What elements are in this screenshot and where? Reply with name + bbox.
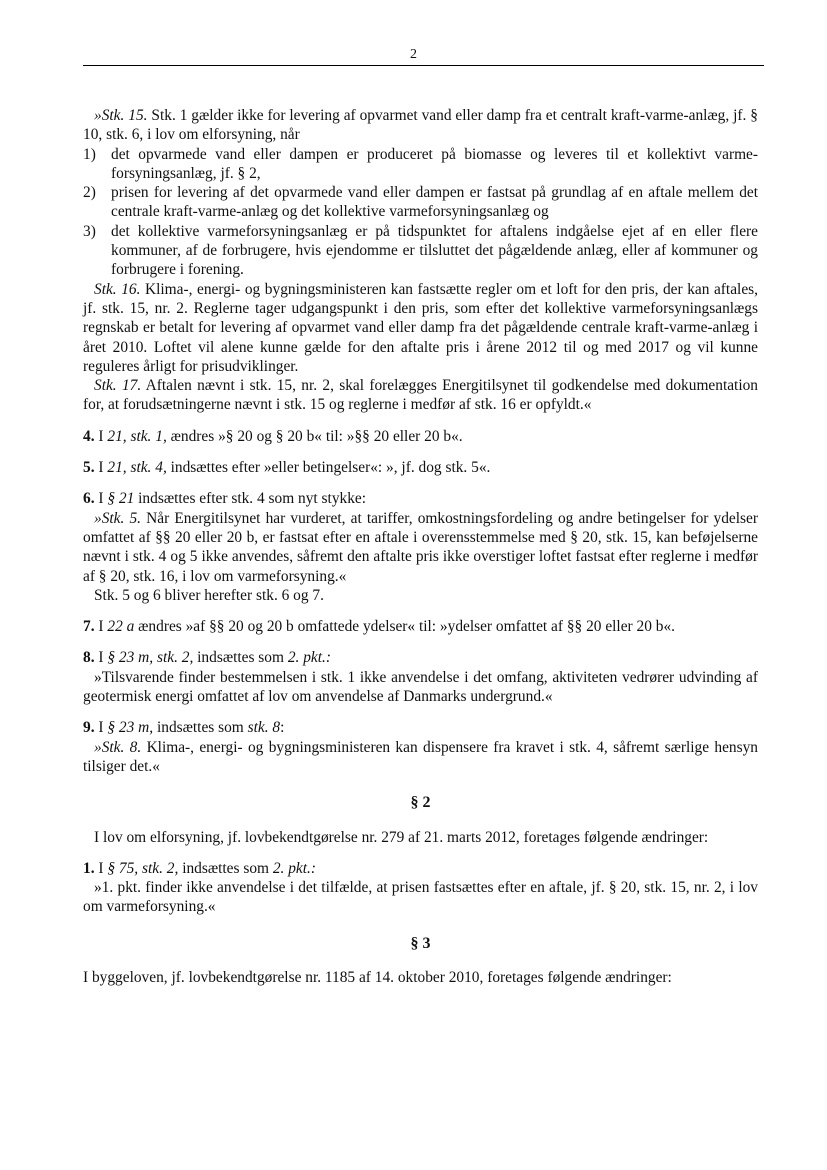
list-item <box>83 222 758 280</box>
amendment-reference: 21, stk. 4, <box>107 459 167 477</box>
amendment-text: indsættes efter stk. 4 som nyt stykke: <box>134 490 367 508</box>
list-item-text: prisen for levering af det opvarmede vand eller dampen er fastsat på grundlag af en aftale mellem det centrale kraft-varme-anlæg og det kollektive varmeforsyningsanlæg og <box>111 184 758 221</box>
section-2-intro: I lov om elforsyning, jf. lovbekendtgørelse nr. 279 af 21. marts 2012, foretages følgende ændringer: <box>94 828 709 846</box>
amendment-text: indsættes efter »eller betingelser«: », jf. dog stk. 5«. <box>166 459 491 477</box>
stk16-heading: Stk. 16. <box>94 280 141 298</box>
stk16-text: Klima-, energi- og bygningsministeren kan fastsætte regler om et loft for den pris, der kan aftales, jf. stk. 15, nr. 2. Reglerne tager udgangspunkt i den pris, som efter det kollektive varmeforsyningsanlægs regnskab er betalt for levering af opvarmet vand eller damp fra det pågældende centrale kraft-varme-anlæg i året 2010. Loftet vil alene kunne gælde for den aftalte pris i årene 2012 til og med 2017 og vil kunne reguleres årligt for prisudviklinger. <box>83 280 758 375</box>
list-item-number: 2) <box>83 184 96 202</box>
stk8-text: Klima-, energi- og bygningsministeren kan dispensere fra kravet i stk. 4, såfremt særlige hensyn tilsiger det.« <box>83 738 758 775</box>
section-3-intro: I byggeloven, jf. lovbekendtgørelse nr. 1185 af 14. oktober 2010, foretages følgende ændringer: <box>83 968 672 986</box>
amendment-number: 6. <box>83 490 95 508</box>
amendment-prefix: I <box>94 427 108 445</box>
list-item-number: 3) <box>83 222 96 240</box>
amendment-prefix: I <box>94 459 108 477</box>
stk17-heading: Stk. 17. <box>94 377 142 395</box>
section-2-amendment-1 <box>83 859 758 878</box>
amendment-text: indsættes som <box>153 719 248 737</box>
amendment-number: 8. <box>83 649 95 667</box>
amendment-number: 1. <box>83 859 95 877</box>
amendment-prefix: I <box>94 649 108 667</box>
amendment-text: ændres »§ 20 og § 20 b« til: »§§ 20 eller 20 b«. <box>166 427 463 445</box>
stk5-heading: »Stk. 5. <box>94 509 142 527</box>
amendment-reference-2: stk. 8 <box>247 719 281 737</box>
stk17-text: Aftalen nævnt i stk. 15, nr. 2, skal forelægges Energitilsynet til godkendelse med dokumentation for, at forudsætningerne nævnt i stk. 15 og reglerne i medfør af stk. 16 er opfyldt.« <box>83 377 758 414</box>
list-item-text: det opvarmede vand eller dampen er produceret på biomasse og leveres til et kollektivt varme-forsyningsanlæg, jf. § 2, <box>111 145 758 182</box>
list-item <box>83 183 758 222</box>
amendment-number: 7. <box>83 618 95 636</box>
quoted-text: »1. pkt. finder ikke anvendelse i det tilfælde, at prisen fastsættes efter en aftale, jf. § 20, stk. 15, nr. 2, i lov om varmeforsyning.« <box>83 879 758 916</box>
amendment-text: indsættes som <box>193 649 288 667</box>
stk8-heading: »Stk. 8. <box>94 738 142 756</box>
section-heading-2: § 2 <box>410 794 431 812</box>
amendment-reference: 22 a <box>107 618 135 636</box>
amendment-prefix: I <box>94 719 108 737</box>
amendment-suffix: : <box>280 719 285 737</box>
stk15-heading: »Stk. 15. <box>94 107 148 124</box>
amendment-reference-2: 2. pkt.: <box>272 859 317 877</box>
amendment-reference: 21, stk. 1, <box>107 427 167 445</box>
amendment-number: 5. <box>83 459 95 477</box>
amendment-reference: § 75, stk. 2, <box>107 859 179 877</box>
header-rule <box>83 65 764 66</box>
page-number: 2 <box>410 47 417 62</box>
amendment-5 <box>83 458 758 477</box>
amendment-7 <box>83 617 758 636</box>
paragraph-stk8 <box>83 738 758 777</box>
quoted-text: »Tilsvarende finder bestemmelsen i stk. 1 ikke anvendelse i det omfang, aktiviteten vedrører udvinding af geotermisk energi omfattet af lov om anvendelse af Danmarks undergrund.« <box>83 668 758 706</box>
amendment-prefix: I <box>94 618 108 636</box>
document-body <box>83 106 758 987</box>
amendment-4 <box>83 427 758 446</box>
stk5-text: Når Energitilsynet har vurderet, at tariffer, omkostningsfordeling og andre betingelser for ydelser omfattet af §§ 20 eller 20 b, er fastsat efter en aftale i overensstemmelse med § 20, stk. 15, kan beføjelserne nævnt i stk. 4 og 5 ikke anvendes, såfremt den aftalte pris ikke overstiger loftet fastsat efter reglerne i medfør af § 20, stk. 16, i lov om varmeforsyning.« <box>83 509 758 585</box>
amendment-9 <box>83 718 758 737</box>
list-item <box>83 145 758 184</box>
section-heading-3: § 3 <box>410 934 431 952</box>
amendment-number: 4. <box>83 427 95 445</box>
amendment-text: ændres »af §§ 20 og 20 b omfattede ydelser« til: »ydelser omfattet af §§ 20 eller 20 b«. <box>134 618 675 636</box>
amendment-text: indsættes som <box>178 859 273 877</box>
amendment-prefix: I <box>94 490 108 508</box>
paragraph-stk17 <box>83 376 758 415</box>
list-item-text: det kollektive varmeforsyningsanlæg er på tidspunktet for aftalens indgåelse ejet af en eller flere kommuner, af de forbrugere, hvis ejendomme er tilsluttet det pågældende anlæg, eller af kommuner og forbrugere i forening. <box>111 222 758 279</box>
amendment-6 <box>83 489 758 508</box>
paragraph-stk5 <box>83 509 758 586</box>
list-item-number: 1) <box>83 145 96 163</box>
amendment-reference: § 21 <box>107 490 135 508</box>
amendment-number: 9. <box>83 719 95 737</box>
renumbering-note: Stk. 5 og 6 bliver herefter stk. 6 og 7. <box>94 586 324 604</box>
amendment-8 <box>83 648 758 667</box>
amendment-reference-2: 2. pkt.: <box>287 649 331 667</box>
paragraph-stk16 <box>83 280 758 376</box>
stk15-text: Stk. 1 gælder ikke for levering af opvarmet vand eller damp fra et centralt kraft-varme-anlæg, jf. § 10, stk. 6, i lov om elforsyning, når <box>83 107 758 144</box>
amendment-reference: § 23 m, <box>107 719 154 737</box>
amendment-reference: § 23 m, stk. 2, <box>107 649 194 667</box>
amendment-prefix: I <box>94 859 108 877</box>
paragraph-stk15 <box>83 106 758 145</box>
